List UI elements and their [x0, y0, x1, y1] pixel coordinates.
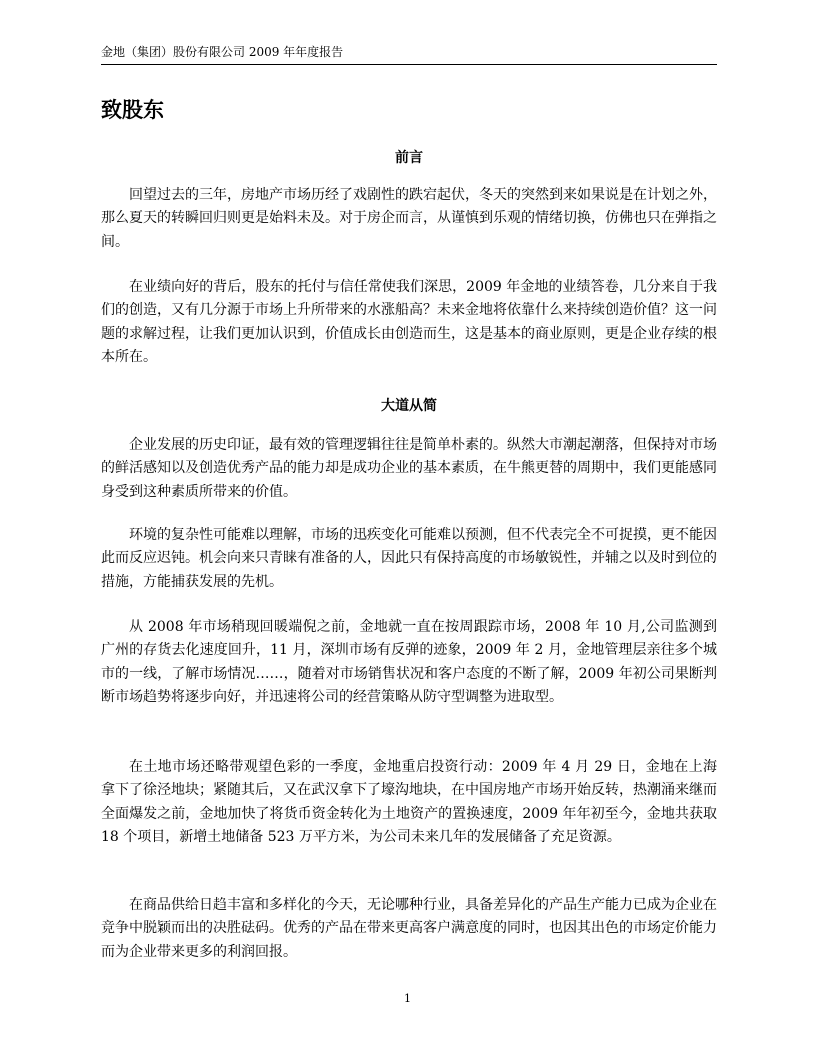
- paragraph: 从 2008 年市场稍现回暖端倪之前，金地就一直在按周跟踪市场，2008 年 10 月,公司监测到广州的存货去化速度回升，11 月，深圳市场有反弹的迹象，2009 年 2 月，金地管理层亲往多个城市的一线，了解市场情况……，随着对市场销售状况和客户态度的不断了解，2009 年初公司果断判断市场趋势将逐步向好，并迅速将公司的经营策略从防守型调整为进取型。: [101, 619, 717, 706]
- section-heading-preface: 前言: [395, 150, 423, 166]
- paragraph: 在业绩向好的背后，股东的托付与信任常使我们深思，2009 年金地的业绩答卷，几分来自于我们的创造，又有几分源于市场上升所带来的水涨船高？未来金地将依靠什么来持续创造价值？这一问题的求解过程，让我们更加认识到，价值成长由创造而生，这是基本的商业原则，更是企业存续的根本所在。: [101, 279, 717, 366]
- page-header: 金地（集团）股份有限公司 2009 年年度报告: [101, 44, 717, 65]
- page-number: 1: [404, 992, 411, 1005]
- paragraph: 回望过去的三年，房地产市场历经了戏剧性的跌宕起伏，冬天的突然到来如果说是在计划之外，那么夏天的转瞬回归则更是始料未及。对于房企而言，从谨慎到乐观的情绪切换，仿佛也只在弹指之间。: [101, 187, 717, 250]
- document-title: 致股东: [101, 98, 164, 122]
- paragraph: 环境的复杂性可能难以理解，市场的迅疾变化可能难以预测，但不代表完全不可捉摸，更不能因此而反应迟钝。机会向来只青睐有准备的人，因此只有保持高度的市场敏锐性，并辅之以及时到位的措施，方能捕获发展的先机。: [101, 527, 717, 590]
- paragraph: 企业发展的历史印证，最有效的管理逻辑往往是简单朴素的。纵然大市潮起潮落，但保持对市场的鲜活感知以及创造优秀产品的能力却是成功企业的基本素质，在牛熊更替的周期中，我们更能感同身受到这种素质所带来的价值。: [101, 437, 717, 500]
- paragraph: 在商品供给日趋丰富和多样化的今天，无论哪种行业，具备差异化的产品生产能力已成为企业在竞争中脱颖而出的决胜砝码。优秀的产品在带来更高客户满意度的同时，也因其出色的市场定价能力而为企业带来更多的利润回报。: [101, 897, 717, 960]
- paragraph: 在土地市场还略带观望色彩的一季度，金地重启投资行动：2009 年 4 月 29 日，金地在上海拿下了徐泾地块；紧随其后，又在武汉拿下了壕沟地块，在中国房地产市场开始反转，热潮涌来继而全面爆发之前，金地加快了将货币资金转化为土地资产的置换速度，2009 年年初至今，金地共获取 18 个项目，新增土地储备 523 万平方米，为公司未来几年的发展储备了充足资源。: [101, 759, 717, 846]
- section-heading-simplicity: 大道从简: [381, 398, 437, 414]
